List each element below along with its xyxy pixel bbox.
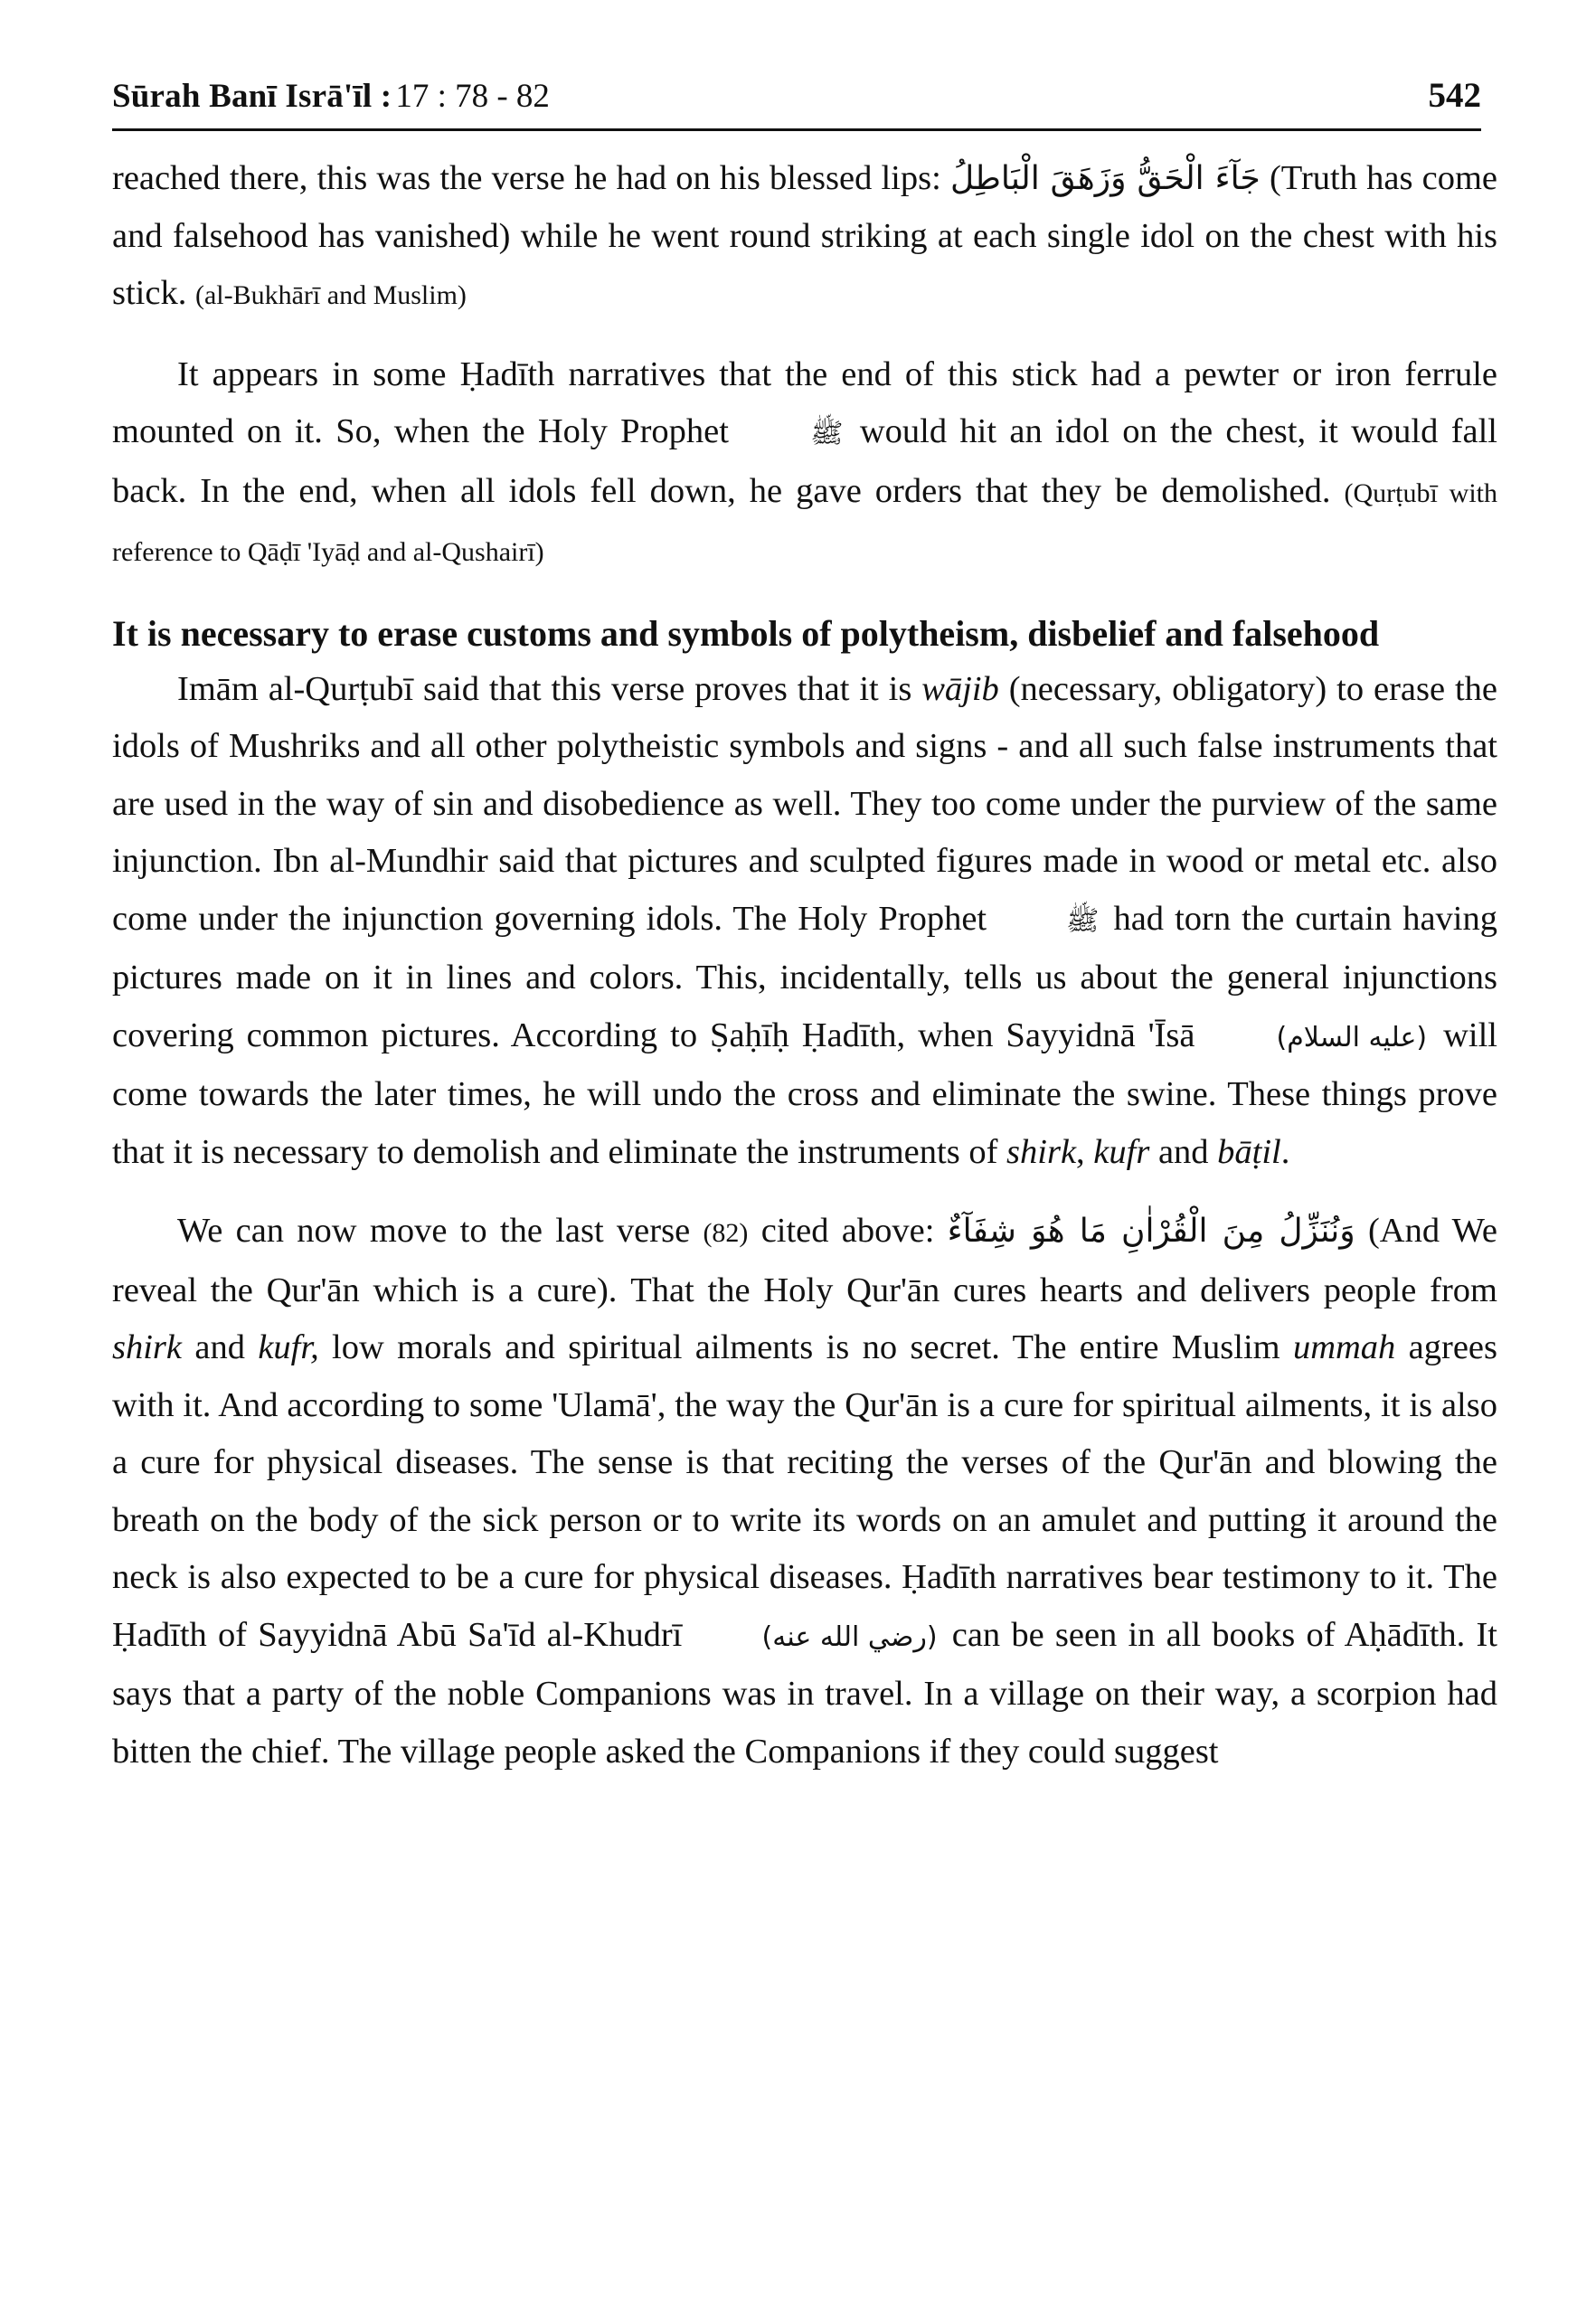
verse-number: (82) [703, 1218, 749, 1248]
text-run: (And We reveal the Qur'ān which is a cure). That the Holy Qur'ān cures hearts and delivers people from [112, 1212, 1497, 1309]
text-run: would hit an idol on the chest, it would fall back. In the end, when all idols fell down, he gave orders that they be demolished. [112, 412, 1498, 510]
arabic-verse-quote: جَآءَ الْحَقُّ وَزَهَقَ الْبَاطِلُ [949, 160, 1261, 197]
italic-term: wājib [921, 669, 999, 708]
text-run: It appears in some Ḥadīth narratives that the end of this stick had a pewter or iron ferrule mounted on it. So, when the Holy Prophet [112, 354, 1497, 450]
paragraph-1 [112, 150, 1497, 325]
text-run: and [1149, 1132, 1218, 1171]
text-run: Imām al-Qurṭubī said that this verse proves that it is [177, 669, 922, 708]
text-run: agrees with it. And according to some 'Ulamā', the way the Qur'ān is a cure for spiritual ailments, it is also a cure for physical diseases. The sense is that reciting the verses of the Qur'ān and blowing the breath on the body of the sick person or to write its words on an amulet and putting it around the neck is also expected to be a cure for physical diseases. Ḥadīth narratives bear testimony to it. The Ḥadīth of Sayyidnā Abū Sa'īd al-Khudrī [112, 1328, 1497, 1654]
italic-term: shirk [112, 1328, 182, 1366]
text-run: had torn the curtain having pictures made on it in lines and colors. This, incidentally, tells us about the general injunctions covering common pictures. According to Ṣaḥīḥ Ḥadīth, when Sayyidnā 'Īsā [112, 899, 1497, 1054]
surah-title: Sūrah Banī Isrā'īl : [112, 78, 392, 115]
salutation-glyph-icon: (رضي الله عنه) [761, 1620, 938, 1653]
arabic-verse-quote: وَنُنَزِّلُ مِنَ الْقُرْاٰنِ مَا هُوَ شِفَآءٌ [947, 1213, 1355, 1250]
section-heading: It is necessary to erase customs and symbols of polytheism, disbelief and falsehood [112, 612, 1380, 654]
text-run: low morals and spiritual ailments is no secret. The entire Muslim [318, 1328, 1293, 1366]
text-run: , [1076, 1132, 1094, 1171]
text-run: will come towards the later times, he will undo the cross and eliminate the swine. These things prove that it is necessary to demolish and eliminate the instruments of [112, 1016, 1497, 1171]
header-rule [112, 128, 1481, 131]
italic-term: shirk [1006, 1132, 1077, 1171]
verse-range: 17 : 78 - 82 [395, 78, 550, 115]
text-run: can be seen in all books of Aḥādīth. It says that a party of the noble Companions was in travel. In a village on their way, a scorpion had bitten the chief. The village people asked the Companions if they could suggest [112, 1615, 1497, 1771]
paragraph-2 [112, 346, 1497, 581]
text-run: and [182, 1328, 259, 1366]
salutation-glyph-icon: ﷺ [810, 418, 844, 449]
italic-term: kufr [1093, 1132, 1150, 1171]
running-header [112, 65, 1481, 116]
page-number: 542 [1428, 76, 1481, 115]
citation: (Qurṭubī with reference to Qāḍī 'Iyāḍ and al-Qushairī) [112, 477, 1497, 567]
body-text [112, 150, 1497, 1781]
citation: (al-Bukhārī and Muslim) [194, 280, 467, 310]
text-run: (necessary, obligatory) to erase the idols of Mushriks and all other polytheistic symbols and signs - and all such false instruments that are used in the way of sin and disobedience as well. They too come under the purview of the same injunction. Ibn al-Mundhir said that pictures and sculpted figures made in wood or metal etc. also come under the injunction governing idols. The Holy Prophet [112, 669, 1497, 938]
italic-term: kufr, [258, 1328, 319, 1366]
text-run: . [1280, 1132, 1290, 1171]
text-run: cited above: [748, 1212, 948, 1250]
salutation-glyph-icon: (عليه السلام) [1276, 1021, 1428, 1053]
text-run: (Truth has come and falsehood has vanished) while he went round striking at each single idol on the chest with his stick. [112, 159, 1497, 312]
text-run: We can now move to the last verse [177, 1212, 704, 1250]
salutation-glyph-icon: ﷺ [1066, 904, 1100, 937]
header-left [112, 77, 550, 116]
text-run: reached there, this was the verse he had on his blessed lips: [112, 159, 950, 197]
paragraph-4 [112, 1203, 1497, 1781]
italic-term: ummah [1292, 1328, 1396, 1366]
italic-term: bāṭil [1217, 1132, 1281, 1171]
paragraph-3 [112, 661, 1497, 1182]
